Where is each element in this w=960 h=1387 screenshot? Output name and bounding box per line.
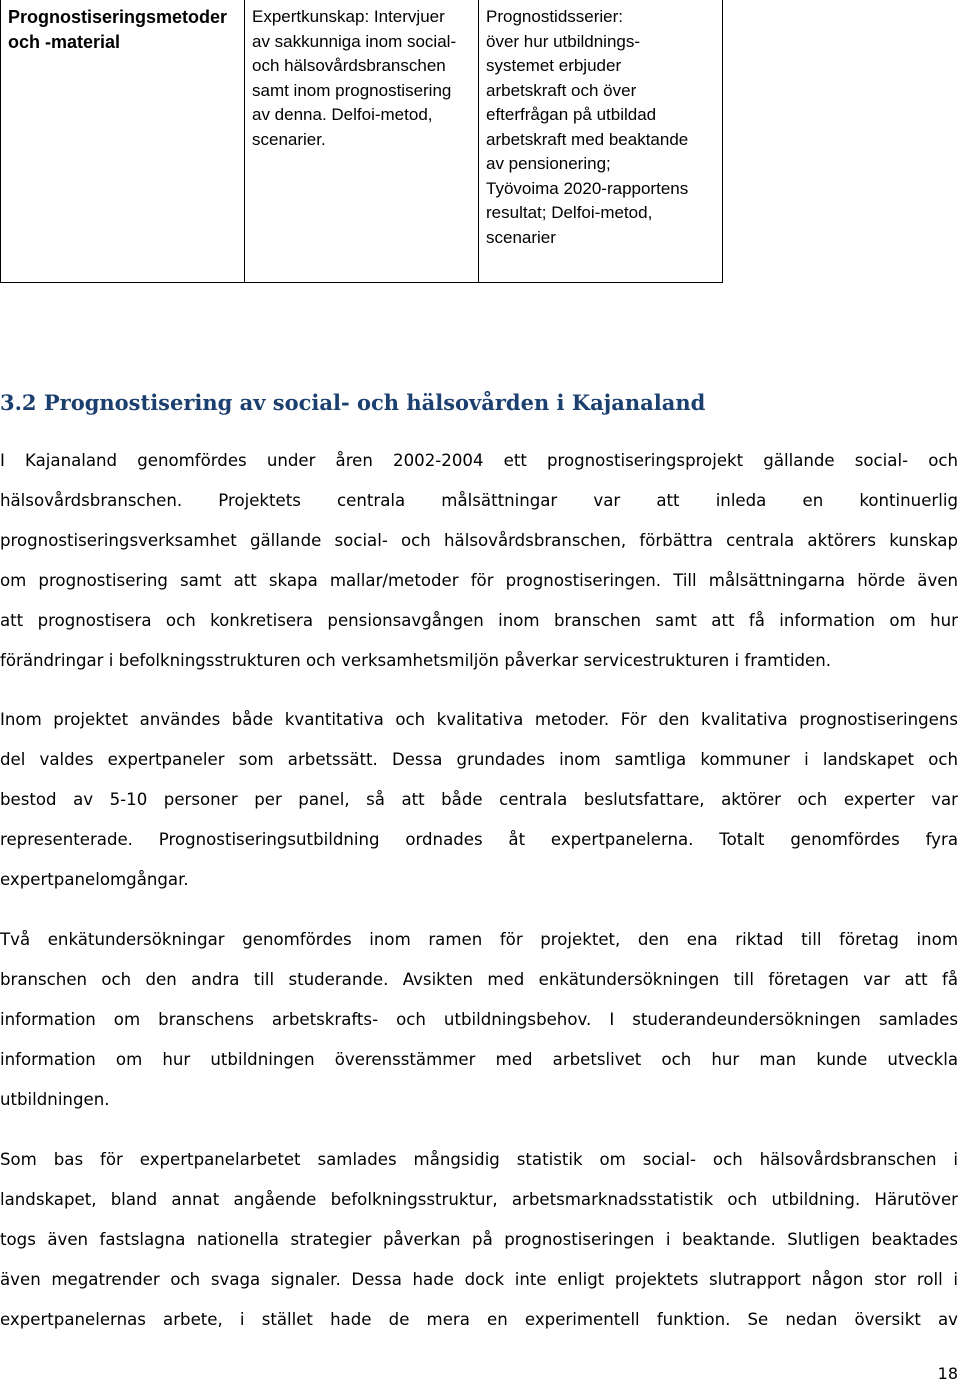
cell-line: och hälsovårdsbranschen bbox=[252, 56, 446, 75]
cell-line: scenarier bbox=[486, 227, 556, 247]
cell-line: resultat; Delfoi-metod, bbox=[486, 203, 653, 222]
text-line: Två enkätundersökningar genomfördes inom ramen för projektet, den ena riktad till företag inom bbox=[0, 930, 958, 949]
cell-line: Prognostidsserier: bbox=[486, 7, 624, 26]
cell-line: Expertkunskap: Intervjuer bbox=[252, 7, 445, 26]
cell-line: systemet erbjuder bbox=[486, 56, 622, 75]
cell-line: scenarier. bbox=[252, 129, 326, 149]
text-line: Som bas för expertpanelarbetet samlades mångsidig statistik om social- och hälsovårdsbranschen i bbox=[0, 1150, 958, 1169]
table-row bbox=[1, 0, 723, 283]
text-line: I Kajanaland genomfördes under åren 2002-2004 ett prognostiseringsprojekt gällande social- och bbox=[0, 451, 958, 470]
cell-line: av pensionering; bbox=[486, 154, 611, 173]
table-cell-forecast-series bbox=[479, 0, 723, 283]
methods-table bbox=[0, 0, 723, 283]
text-line: prognostiseringsverksamhet gällande social- och hälsovårdsbranschen, förbättra centrala aktörers kunskap bbox=[0, 531, 958, 551]
text-line: bestod av 5-10 personer per panel, så att både centrala beslutsfattare, aktörer och experter var bbox=[0, 790, 958, 810]
text-line: expertpanelomgångar. bbox=[0, 870, 189, 890]
text-line: utbildningen. bbox=[0, 1090, 110, 1110]
paragraph-2 bbox=[0, 700, 958, 900]
text-line: del valdes expertpaneler som arbetssätt. Dessa grundades inom samtliga kommuner i landskapet och bbox=[0, 750, 958, 770]
text-line: togs även fastslagna nationella strategier påverkan på prognostiseringen i beaktande. Slutligen beaktades bbox=[0, 1230, 958, 1250]
text-line: landskapet, bland annat angående befolkningsstruktur, arbetsmarknadsstatistik och utbildning. Härutöver bbox=[0, 1190, 958, 1210]
paragraph-4 bbox=[0, 1140, 958, 1340]
table-cell-expert-knowledge bbox=[245, 0, 479, 283]
cell-line: av denna. Delfoi-metod, bbox=[252, 105, 433, 124]
section-heading: 3.2 Prognostisering av social- och hälsovården i Kajanaland bbox=[0, 390, 706, 415]
cell-line: efterfrågan på utbildad bbox=[486, 105, 657, 124]
table-cell-methods-label bbox=[1, 0, 245, 283]
cell-line: arbetskraft med beaktande bbox=[486, 129, 689, 149]
cell-line: Prognostiseringsmetoder bbox=[8, 7, 228, 27]
text-line: expertpanelernas arbete, i stället hade de mera en experimentell funktion. Se nedan översikt av bbox=[0, 1310, 958, 1330]
text-line: även megatrender och svaga signaler. Dessa hade dock inte enligt projektets slutrapport någon stor roll i bbox=[0, 1270, 958, 1290]
text-line: att prognostisera och konkretisera pensionsavgången inom branschen samt att få information om hur bbox=[0, 611, 958, 631]
text-line: hälsovårdsbranschen. Projektets centrala målsättningar var att inleda en kontinuerlig bbox=[0, 491, 958, 511]
text-line: förändringar i befolkningsstrukturen och verksamhetsmiljön påverkar servicestrukturen i framtiden. bbox=[0, 651, 832, 671]
paragraph-1 bbox=[0, 441, 958, 682]
paragraph-3 bbox=[0, 920, 958, 1120]
page-number: 18 bbox=[937, 1364, 958, 1383]
cell-line: arbetskraft och över bbox=[486, 80, 637, 100]
text-line: representerade. Prognostiseringsutbildning ordnades åt expertpanelerna. Totalt genomfördes fyra bbox=[0, 830, 958, 850]
cell-line: av sakkunniga inom social- bbox=[252, 31, 457, 51]
text-line: branschen och den andra till studerande. Avsikten med enkätundersökningen till företagen var att få bbox=[0, 970, 958, 990]
cell-line: samt inom prognostisering bbox=[252, 80, 452, 100]
cell-line: över hur utbildnings- bbox=[486, 31, 641, 51]
cell-line: och -material bbox=[8, 32, 121, 52]
text-line: information om hur utbildningen överensstämmer med arbetslivet och hur man kunde utveckla bbox=[0, 1050, 958, 1070]
text-line: Inom projektet användes både kvantitativa och kvalitativa metoder. För den kvalitativa prognostiseringens bbox=[0, 710, 958, 729]
text-line: om prognostisering samt att skapa mallar/metoder för prognostiseringen. Till målsättningarna hörde även bbox=[0, 571, 958, 591]
cell-line: Työvoima 2020-rapportens bbox=[486, 178, 689, 198]
text-line: information om branschens arbetskrafts- och utbildningsbehov. I studerandeundersökningen samlades bbox=[0, 1010, 958, 1030]
